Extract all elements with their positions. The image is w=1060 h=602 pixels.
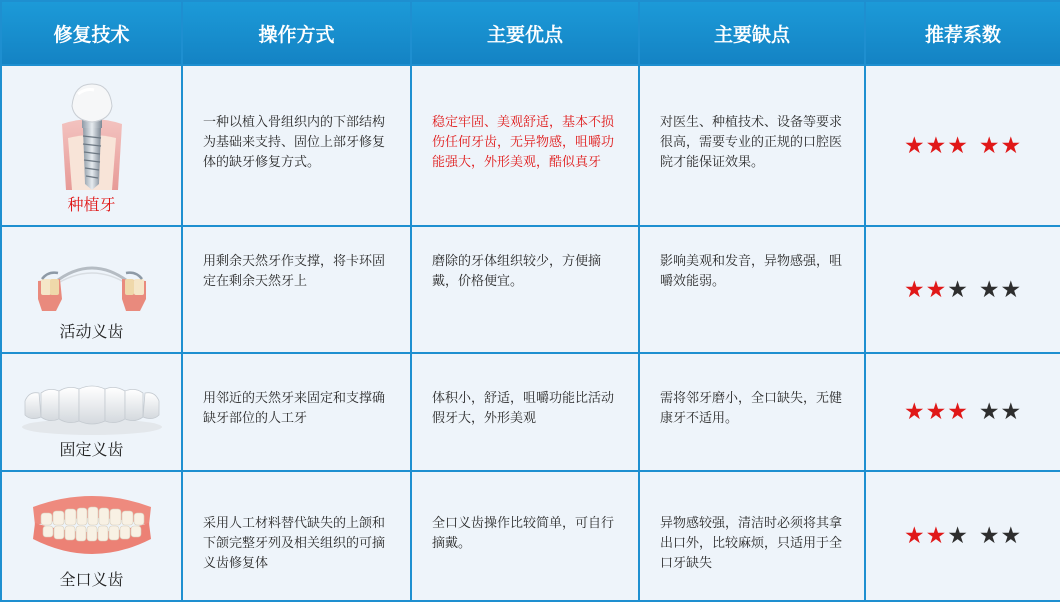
rating-cell (865, 226, 1060, 353)
technique-name: 种植牙 (67, 195, 116, 214)
table-row (1, 226, 1060, 353)
table-row (1, 471, 1060, 601)
pros-text: 体积小，舒适，咀嚼功能比活动假牙大，外形美观 (432, 391, 615, 426)
star-icon: ★ (903, 276, 926, 303)
header-rating: 推荐系数 (865, 1, 1060, 65)
full-denture-icon (27, 489, 157, 567)
star-icon: ★ (925, 132, 948, 159)
technique-cell (1, 471, 182, 601)
cons-cell (639, 65, 865, 226)
table-row (1, 353, 1060, 471)
star-icon: ★ (1000, 523, 1023, 549)
star-icon: ★ (947, 276, 969, 303)
table-row (1, 65, 1060, 226)
star-icon: ★ (1000, 276, 1023, 303)
star-icon: ★ (925, 399, 948, 425)
method-text: 用剩余天然牙作支撑，将卡环固定在剩余天然牙上 (203, 254, 386, 289)
technique-cell (1, 353, 182, 471)
pros-cell (411, 471, 639, 601)
pros-cell (411, 65, 639, 226)
star-icon: ★ (978, 132, 1001, 159)
rating-cell (865, 353, 1060, 471)
star-icon: ★ (925, 276, 948, 303)
star-icon: ★ (1000, 132, 1023, 159)
rating-cell (865, 471, 1060, 601)
pros-text: 稳定牢固、美观舒适，基本不损伤任何牙齿，无异物感，咀嚼功能强大，外形美观，酷似真牙 (432, 115, 615, 170)
technique-name: 全口义齿 (59, 570, 124, 589)
pros-cell (411, 353, 639, 471)
star-icon: ★ (978, 523, 1001, 549)
method-cell (182, 353, 411, 471)
cons-cell (639, 471, 865, 601)
technique-name: 固定义齿 (59, 440, 124, 459)
technique-cell (1, 226, 182, 353)
star-icon: ★ (978, 399, 1001, 425)
header-pros: 主要优点 (411, 1, 639, 65)
header-row (1, 1, 1060, 65)
header-cons: 主要缺点 (639, 1, 865, 65)
star-icon: ★ (903, 523, 926, 549)
star-icon: ★ (978, 276, 1001, 303)
method-cell (182, 471, 411, 601)
technique-cell (1, 65, 182, 226)
method-text: 采用人工材料替代缺失的上颌和下颌完整牙列及相关组织的可摘义齿修复体 (203, 516, 386, 571)
method-cell (182, 65, 411, 226)
cons-text: 需将邻牙磨小，全口缺失，无健康牙不适用。 (660, 391, 843, 426)
star-icon: ★ (925, 523, 948, 549)
pros-cell (411, 226, 639, 353)
header-technique: 修复技术 (1, 1, 182, 65)
cons-text: 异物感较强，清洁时必须将其拿出口外，比较麻烦，只适用于全口牙缺失 (660, 516, 843, 571)
rating-cell (865, 65, 1060, 226)
method-text: 用邻近的天然牙来固定和支撑确缺牙部位的人工牙 (203, 391, 386, 426)
fixed-bridge-icon (17, 377, 167, 437)
dental-implant-icon (52, 80, 132, 192)
star-icon: ★ (1000, 399, 1023, 425)
header-method: 操作方式 (182, 1, 411, 65)
star-icon: ★ (947, 132, 969, 159)
star-icon: ★ (903, 132, 926, 159)
pros-text: 全口义齿操作比较简单，可自行摘戴。 (432, 516, 615, 551)
cons-cell (639, 226, 865, 353)
cons-text: 影响美观和发音，异物感强，咀嚼效能弱。 (660, 254, 843, 289)
cons-text: 对医生、种植技术、设备等要求很高，需要专业的正规的口腔医院才能保证效果。 (660, 115, 843, 170)
pros-text: 磨除的牙体组织较少，方便摘戴，价格便宜。 (432, 254, 602, 289)
technique-name: 活动义齿 (59, 322, 124, 341)
removable-denture-icon (32, 249, 152, 319)
star-icon: ★ (947, 523, 969, 549)
star-icon: ★ (903, 399, 926, 425)
method-cell (182, 226, 411, 353)
star-icon: ★ (947, 399, 969, 425)
method-text: 一种以植入骨组织内的下部结构为基础来支持、固位上部牙修复体的缺牙修复方式。 (203, 115, 386, 170)
cons-cell (639, 353, 865, 471)
